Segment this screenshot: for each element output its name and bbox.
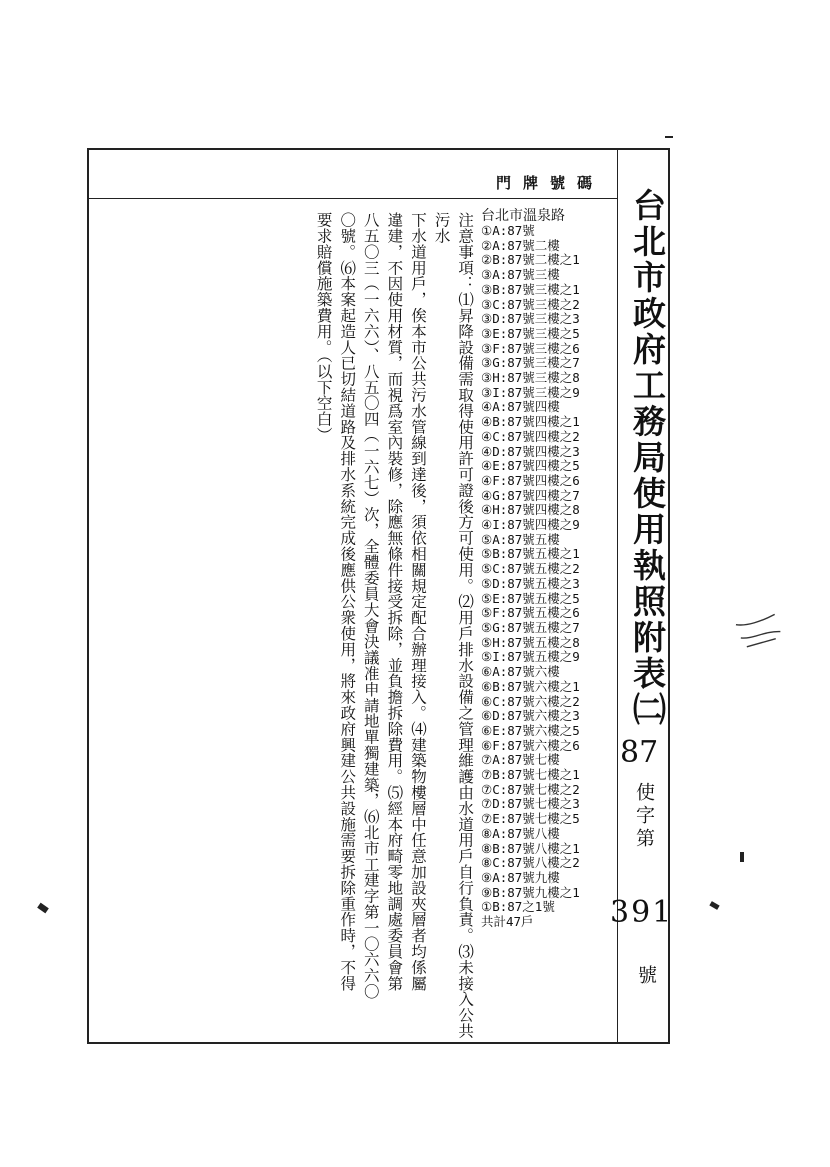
address-item: ④H:87號四樓之8 [481, 502, 580, 518]
address-item: ⑥C:87號六樓之2 [481, 693, 580, 709]
address-item: ⑧A:87號八樓 [481, 825, 560, 841]
notes-section [311, 212, 476, 1042]
stamp-mark-icon [730, 607, 787, 657]
address-item: ⑦D:87號七樓之3 [481, 796, 580, 812]
address-item: ④F:87號四樓之6 [481, 472, 580, 488]
address-item: ⑥A:87號六樓 [481, 664, 560, 680]
permit-suffix: 號 [635, 965, 657, 984]
address-item: ③B:87號三樓之1 [481, 281, 580, 297]
address-item: ③I:87號三樓之9 [481, 384, 580, 400]
address-item: ②A:87號二樓 [481, 237, 560, 253]
address-item: ⑤A:87號五樓 [481, 531, 560, 547]
address-item: ②B:87號二樓之1 [481, 252, 580, 268]
address-item: ⑥D:87號六樓之3 [481, 708, 580, 724]
address-item: ⑤H:87號五樓之8 [481, 634, 580, 650]
address-item: ⑤E:87號五樓之5 [481, 590, 580, 606]
address-item: ③D:87號三樓之3 [481, 311, 580, 327]
address-item: ⑤I:87號五樓之9 [481, 649, 580, 665]
address-item: ⑧C:87號八樓之2 [481, 855, 580, 871]
address-item: ③H:87號三樓之8 [481, 370, 580, 386]
address-item: ③E:87號三樓之5 [481, 325, 580, 341]
address-item: ④B:87號四樓之1 [481, 414, 580, 430]
notes-line: 要求賠償施築費用。（以下空白） [314, 212, 333, 443]
address-list [481, 208, 616, 930]
document-title: 台北市政府工務局使用執照附表㈡ [628, 188, 667, 728]
address-item: ④A:87號四樓 [481, 399, 560, 415]
address-item: ⑤C:87號五樓之2 [481, 561, 580, 577]
address-item: ⑤F:87號五樓之6 [481, 605, 580, 621]
address-item: ③C:87號三樓之2 [481, 296, 580, 312]
address-item: ⑨B:87號九樓之1 [481, 884, 580, 900]
address-item: ⑥F:87號六樓之6 [481, 737, 580, 753]
scan-speck [740, 852, 744, 862]
permit-type: 使字第 [633, 782, 655, 851]
address-item: ④D:87號四樓之3 [481, 443, 580, 459]
street-name: 台北市溫泉路 [481, 208, 565, 224]
scan-speck [709, 901, 719, 910]
address-item: ⑦A:87號七樓 [481, 752, 560, 768]
notes-line: 八五〇三（一六六）、八五〇四（一六七）次，全體委員大會決議准申請地單獨建築，⑹北市工建字第一〇六六〇 [361, 212, 380, 1000]
scan-speck [665, 136, 673, 138]
address-item: ⑧B:87號八樓之1 [481, 840, 580, 856]
address-item: ⑦B:87號七樓之1 [481, 767, 580, 783]
address-item: ④I:87號四樓之9 [481, 517, 580, 533]
header-rule [89, 198, 617, 199]
address-item: ③G:87號三樓之7 [481, 355, 580, 371]
address-item: ①B:87之1號 [481, 899, 555, 915]
notes-line: 下水道用戶，俟本市公共污水管線到達後，須依相關規定配合辦理接入。⑷建築物樓層中任意加設夾層者均係屬 [408, 212, 427, 992]
address-item: ③F:87號三樓之6 [481, 340, 580, 356]
permit-number: 87 [620, 735, 659, 770]
permit-sequence: 391 [610, 895, 674, 930]
address-item: ⑥E:87號六樓之5 [481, 722, 580, 738]
margin-stamp [730, 607, 787, 657]
address-item: ⑦E:87號七樓之5 [481, 811, 580, 827]
address-item: ⑤B:87號五樓之1 [481, 546, 580, 562]
address-item: ⑤G:87號五樓之7 [481, 619, 580, 635]
address-item: ③A:87號三樓 [481, 267, 560, 283]
address-item: ④G:87號四樓之7 [481, 487, 580, 503]
address-item: ④C:87號四樓之2 [481, 428, 580, 444]
address-total: 共計47戶 [481, 914, 534, 930]
notes-line: 〇號。⑹本案起造人已切結道路及排水系統完成後應供公衆使用，將來政府興建公共設施需要拆除重作時，不得 [338, 212, 357, 992]
address-item: ④E:87號四樓之5 [481, 458, 580, 474]
notes-line: 注意事項：⑴昇降設備需取得使用許可證後方可使用。⑵用戶排水設備之管理維護由水道用戶自行負責。⑶未接入公共污水 [432, 212, 475, 1039]
address-item: ⑤D:87號五樓之3 [481, 575, 580, 591]
address-item: ⑦C:87號七樓之2 [481, 781, 580, 797]
door-number-header: 門牌號碼 [496, 174, 605, 192]
address-item: ⑨A:87號九樓 [481, 869, 560, 885]
scan-speck [37, 903, 49, 914]
address-items [481, 224, 616, 915]
address-item: ①A:87號 [481, 223, 535, 238]
address-item: ⑥B:87號六樓之1 [481, 678, 580, 694]
notes-line: 違建，不因使用材質，而視爲室內裝修，除應無條件接受拆除，並負擔拆除費用。⑸經本府畸零地調處委員會第 [385, 212, 404, 992]
